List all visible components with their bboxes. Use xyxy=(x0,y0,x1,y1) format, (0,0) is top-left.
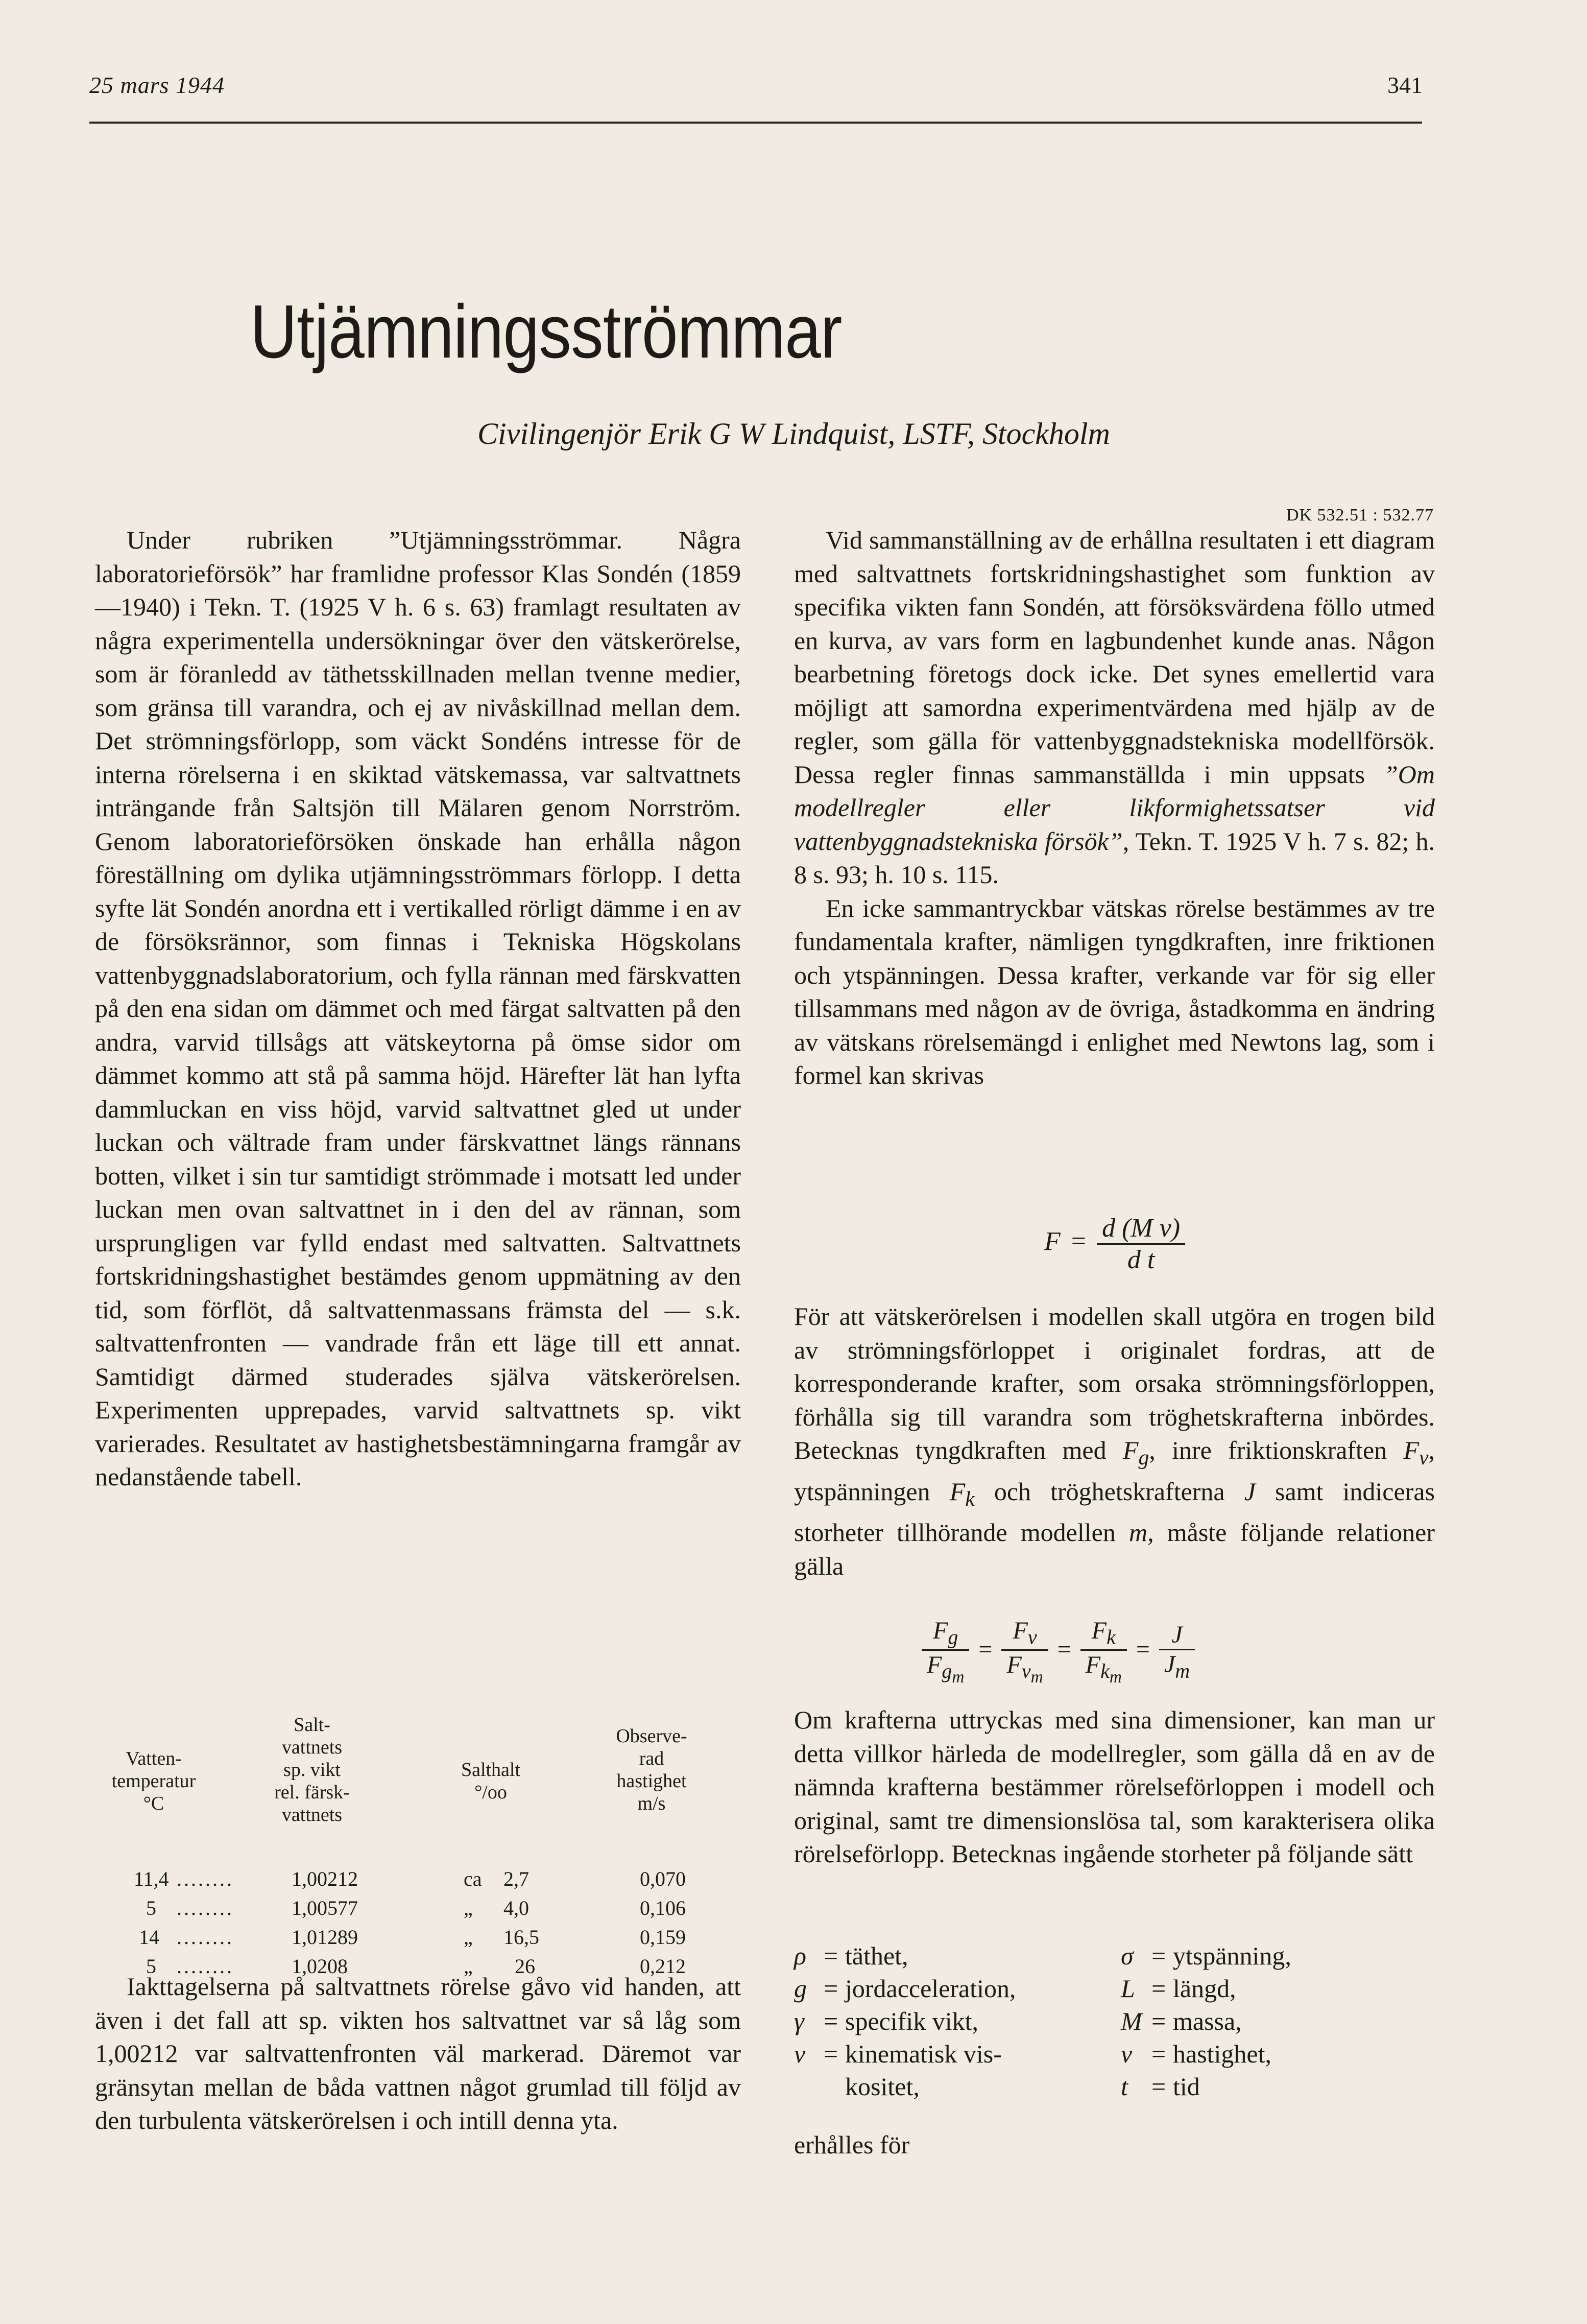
symbol: M xyxy=(1121,2007,1142,2035)
formula-equals: = xyxy=(1071,1227,1087,1256)
table-header-line: °C xyxy=(143,1793,164,1814)
symbol: g xyxy=(794,1974,807,2003)
cell-prefix: ca xyxy=(464,1867,482,1890)
symbol-subscript: k xyxy=(965,1487,975,1511)
text-run: , inre friktionskraften xyxy=(1149,1436,1404,1464)
text-run: , Tekn. T. 1925 V h. 7 s. 82; h. 8 s. 93; h. 10 s. 115. xyxy=(794,826,1435,889)
symbol: L xyxy=(1121,1974,1135,2003)
ratio-num xyxy=(1001,1617,1048,1651)
table-header-salthalt xyxy=(432,1759,549,1804)
cell-temp: 5 xyxy=(146,1955,156,1978)
data-table xyxy=(95,1714,741,1983)
text-run: , ytspänningen xyxy=(794,1436,1435,1506)
symbol-m: m, xyxy=(1129,1518,1154,1547)
cell-prefix: „ xyxy=(464,1896,473,1919)
symbol-j: J xyxy=(1244,1477,1256,1506)
cell-spvikt: 1,01289 xyxy=(292,1926,358,1949)
left-column-lower xyxy=(95,1970,741,2138)
table-header-hastighet xyxy=(590,1725,713,1815)
ratio-num: J xyxy=(1159,1621,1195,1650)
ratio-equals: = xyxy=(1057,1636,1071,1664)
symbol-equals: = xyxy=(824,1974,838,2003)
cell-spvikt: 1,00577 xyxy=(292,1896,358,1919)
cell-leader-dots: ........ xyxy=(177,1867,234,1890)
ratio-sub: g xyxy=(948,1625,958,1649)
symbol: γ xyxy=(794,2007,804,2035)
symbol-equals: = xyxy=(1151,1941,1166,1970)
symbol-description: massa, xyxy=(1173,2007,1242,2035)
symbol: σ xyxy=(1121,1941,1134,1970)
symbol-row xyxy=(794,2072,1435,2104)
symbol-equals: = xyxy=(1151,2007,1166,2035)
header-rule xyxy=(89,122,1422,124)
cell-hastighet: 0,106 xyxy=(640,1896,686,1919)
ratio-letter: F xyxy=(1091,1617,1107,1644)
text-run: samt indiceras storheter tillhörande modellen xyxy=(794,1477,1435,1547)
ratio-sub: v xyxy=(1021,1659,1031,1683)
formula-numerator: d (M v) xyxy=(1097,1213,1185,1245)
table-header-temperature xyxy=(95,1747,212,1815)
text-run: Vid sammanställning av de erhållna resultaten i ett diagram med saltvattnets fortskridningshastighet som funktion av specifika vikten fann Sondén, att försöksvärdena föllo utmed en kurva, av vars form en lagbundenhet kunde anas. Någon bearbetning företogs dock icke. Det synes emellertid vara möjligt att samordna experimentvärdena med hjälp av de regler, som gälla för vattenbyggnadstekniska modellförsök. Dessa regler finnas sammanställda i min uppsats xyxy=(794,526,1435,789)
symbol-row xyxy=(794,1974,1435,2006)
table-header-line: rel. färsk- xyxy=(274,1782,350,1803)
symbol-equals: = xyxy=(1151,2040,1166,2068)
symbol-description: jordacceleration, xyxy=(845,1974,1016,2003)
symbol-description: tid xyxy=(1173,2072,1200,2101)
symbol-letter: F xyxy=(1122,1436,1139,1464)
symbol-fk xyxy=(949,1477,975,1511)
ratio-letter: F xyxy=(1006,1651,1022,1678)
cell-leader-dots: ........ xyxy=(177,1926,234,1949)
symbol-fg xyxy=(1122,1436,1149,1469)
table-row xyxy=(95,1896,741,1925)
trailing-text: erhålles för xyxy=(794,2130,910,2159)
cell-leader-dots: ........ xyxy=(177,1955,234,1978)
cell-spvikt: 1,00212 xyxy=(292,1867,358,1890)
symbol: v xyxy=(1121,2040,1133,2068)
table-header xyxy=(95,1714,741,1867)
cell-spvikt: 1,0208 xyxy=(292,1955,348,1978)
ratio-subsub: m xyxy=(1109,1668,1122,1687)
table-header-line: °/oo xyxy=(474,1782,507,1803)
ratio-letter: F xyxy=(933,1617,948,1644)
table-header-line: Observe- xyxy=(616,1725,687,1747)
cell-temp: 5 xyxy=(146,1896,156,1919)
symbol-description: längd, xyxy=(1173,1974,1236,2003)
symbol-description: hastighet, xyxy=(1173,2040,1272,2068)
right-column xyxy=(794,524,1435,1093)
symbol-description: ytspänning, xyxy=(1173,1941,1291,1970)
symbol-description: kositet, xyxy=(845,2072,920,2101)
dk-classification: DK 532.51 : 532.77 xyxy=(1286,506,1434,525)
symbol-subscript: v xyxy=(1419,1446,1429,1469)
ratio-num xyxy=(922,1617,969,1651)
citation-title: ”Om modellregler eller likformighetssatser vid vattenbyggnadstekniska försök” xyxy=(794,760,1435,856)
cell-salthalt: 4,0 xyxy=(503,1896,529,1919)
symbol-row xyxy=(794,1941,1435,1974)
symbol-list xyxy=(794,1941,1435,2104)
cell-salthalt: 26 xyxy=(515,1955,535,1978)
table-header-line: temperatur xyxy=(111,1770,196,1792)
text-run: måste följande relationer gälla xyxy=(794,1518,1435,1580)
symbol-letter: F xyxy=(1403,1436,1419,1464)
cell-salthalt: 16,5 xyxy=(503,1926,539,1949)
symbol-equals: = xyxy=(824,1941,838,1970)
ratio-subsub: m xyxy=(1030,1668,1043,1687)
cell-hastighet: 0,070 xyxy=(640,1867,686,1890)
table-header-line: vattnets xyxy=(281,1804,343,1825)
right-column-middle xyxy=(794,1300,1435,1583)
ratio-letter: F xyxy=(927,1651,942,1678)
symbol-equals: = xyxy=(824,2040,838,2068)
ratio-den xyxy=(1001,1651,1048,1688)
table-header-line: sp. vikt xyxy=(283,1759,341,1781)
ratio-den xyxy=(1080,1651,1127,1688)
formula-lhs: F xyxy=(1044,1227,1061,1256)
cell-hastighet: 0,212 xyxy=(640,1955,686,1978)
ratio-den xyxy=(1159,1650,1195,1683)
table-header-line: Salt- xyxy=(294,1714,330,1736)
symbol-row xyxy=(794,2006,1435,2039)
table-row xyxy=(95,1867,741,1896)
formula-newton xyxy=(1044,1213,1185,1275)
table-header-line: hastighet xyxy=(616,1770,687,1792)
symbol-equals: = xyxy=(824,2007,838,2035)
symbol-description: täthet, xyxy=(845,1941,908,1970)
symbol-row xyxy=(794,2039,1435,2072)
cell-salthalt: 2,7 xyxy=(503,1867,529,1890)
ratio-letter: J xyxy=(1164,1651,1175,1678)
symbol-subscript: g xyxy=(1138,1446,1149,1469)
cell-temp: 11,4 xyxy=(134,1867,169,1890)
table-header-line: vattnets xyxy=(281,1737,343,1758)
cell-prefix: „ xyxy=(464,1955,473,1978)
header-date: 25 mars 1944 xyxy=(89,72,225,98)
right-paragraph-1 xyxy=(794,524,1435,892)
ratio-equals: = xyxy=(1136,1636,1150,1664)
symbol-equals: = xyxy=(1151,1974,1166,2003)
formula-denominator: d t xyxy=(1127,1245,1155,1274)
table-header-line: rad xyxy=(639,1748,664,1769)
symbol-letter: F xyxy=(949,1477,966,1506)
cell-hastighet: 0,159 xyxy=(640,1926,686,1949)
ratio-den xyxy=(922,1651,969,1688)
right-column-lower xyxy=(794,1703,1435,1871)
ratio-equals: = xyxy=(978,1636,993,1664)
text-run: För att vätskerörelsen i modellen skall utgöra en trogen bild av strömningsförloppet i originalet fordras, att de korresponderande krafter, som orsaka strömningsförloppen, förhålla sig till varandra som tröghetskrafterna inbördes. Betecknas tyngdkraften med xyxy=(794,1302,1435,1464)
symbol-description: kinematisk vis- xyxy=(845,2040,1002,2068)
ratio-term-3 xyxy=(1080,1617,1127,1687)
symbol: t xyxy=(1121,2072,1128,2101)
right-paragraph-2: En icke sammantryckbar vätskas rörelse bestämmes av tre fundamentala krafter, nämligen tyngdkraften, inre friktionen och ytspänningen. Dessa krafter, verkande var för sig eller tillsammans med någon av de övriga, åstadkomma en ändring av vätskans rörelsemängd i enlighet med Newtons lag, som i formel kan skrivas xyxy=(794,893,1435,1089)
right-paragraph-3 xyxy=(794,1300,1435,1583)
formula-ratio xyxy=(922,1617,1195,1687)
cell-prefix: „ xyxy=(464,1926,473,1949)
ratio-sub: m xyxy=(1175,1659,1190,1682)
ratio-letter: F xyxy=(1013,1617,1028,1644)
ratio-sub: k xyxy=(1107,1625,1116,1649)
ratio-num xyxy=(1080,1617,1127,1651)
cell-leader-dots: ........ xyxy=(177,1896,234,1919)
left-paragraph-2: Iakttagelserna på saltvattnets rörelse gåvo vid handen, att även i det fall att sp. vikten hos saltvattnet var så låg som 1,00212 var saltvattenfronten väl markerad. Däremot var gränsytan mellan de båda vattnen något grumlad till följd av den turbulenta vätskerörelsen i och intill denna yta. xyxy=(95,1972,741,2135)
cell-temp: 14 xyxy=(139,1926,159,1949)
header-page-number: 341 xyxy=(1387,72,1423,98)
formula-fraction xyxy=(1097,1213,1185,1275)
symbol-equals: = xyxy=(1151,2072,1166,2101)
ratio-term-4 xyxy=(1159,1621,1195,1683)
symbol: ν xyxy=(794,2040,806,2068)
left-paragraph-1: Under rubriken ”Utjämningsströmmar. Några laboratorieförsök” har framlidne professor Klas Sondén (1859—1940) i Tekn. T. (1925 V h. 6 s. 63) framlagt resultaten av några experimentella undersökningar över den vätskerörelse, som är föranledd av täthetsskillnaden mellan tvenne medier, som gränsa till varandra, och ej av nivåskillnad mellan dem. Det strömningsförlopp, som väckt Sondéns intresse för de interna rörelserna i en skiktad vätskemassa, var saltvattnets inträngande från Saltsjön till Mälaren genom Norrström. Genom laboratorieförsöken önskade han erhålla någon föreställning om dylika utjämningsströmmars förlopp. I detta syfte lät Sondén anordna ett i vertikalled rörligt dämme i en av de försöksrännor, som finnas i Tekniska Högskolans vattenbyggnadslaboratorium, och fylla rännan med färskvatten på den ena sidan om dämmet och med färgat saltvatten på den andra, varvid tillsågs att vätskeytorna på ömse sidor om dämmet kommo att stå på samma höjd. Härefter lät han lyfta dammluckan en viss höjd, varvid saltvattnet gled ut under luckan och vältrade fram under färskvattnet längs rännans botten, vilket i sin tur samtidigt strömmade i motsatt led under luckan men ovan saltvattnet in i den del av rännan, som ursprungligen var fylld endast med saltvatten. Saltvattnets fortskridningshastighet bestämdes genom uppmätning av den tid, som förflöt, då saltvattenmassans främsta del — s.k. saltvattenfronten — vandrade från ett läge till ett annat. Samtidigt därmed studerades själva vätskerörelsen. Experimenten upprepades, varvid saltvattnets sp. vikt varierades. Resultatet av hastighetsbestämningarna framgår av nedanstående tabell. xyxy=(95,526,741,1491)
left-column xyxy=(95,524,741,1494)
article-title: Utjämningsströmmar xyxy=(250,290,842,374)
symbol-description: specifik vikt, xyxy=(845,2007,979,2035)
ratio-sub: k xyxy=(1100,1659,1110,1683)
table-header-spvikt xyxy=(248,1714,376,1826)
table-header-line: Vatten- xyxy=(126,1748,182,1769)
ratio-term-1 xyxy=(922,1617,969,1687)
symbol: ρ xyxy=(794,1941,806,1970)
ratio-sub: v xyxy=(1027,1625,1037,1649)
text-run: och tröghetskrafterna xyxy=(974,1477,1244,1506)
article-byline: Civilingenjör Erik G W Lindquist, LSTF, Stockholm xyxy=(477,417,1110,450)
ratio-letter: F xyxy=(1085,1651,1101,1678)
ratio-sub: g xyxy=(942,1659,952,1683)
ratio-subsub: m xyxy=(952,1668,965,1687)
table-header-line: Salthalt xyxy=(461,1759,521,1781)
table-row xyxy=(95,1925,741,1954)
ratio-term-2 xyxy=(1001,1617,1048,1687)
right-paragraph-4: Om krafterna uttryckas med sina dimensioner, kan man ur detta villkor härleda de modellregler, som gälla då en av de nämnda krafterna bestämmer rörelseförloppen i modell och original, samt tre dimensionslösa tal, som karakterisera olika rörelseförlopp. Betecknas ingående storheter på följande sätt xyxy=(794,1705,1435,1868)
symbol-fv xyxy=(1403,1436,1429,1469)
table-header-line: m/s xyxy=(637,1793,666,1814)
